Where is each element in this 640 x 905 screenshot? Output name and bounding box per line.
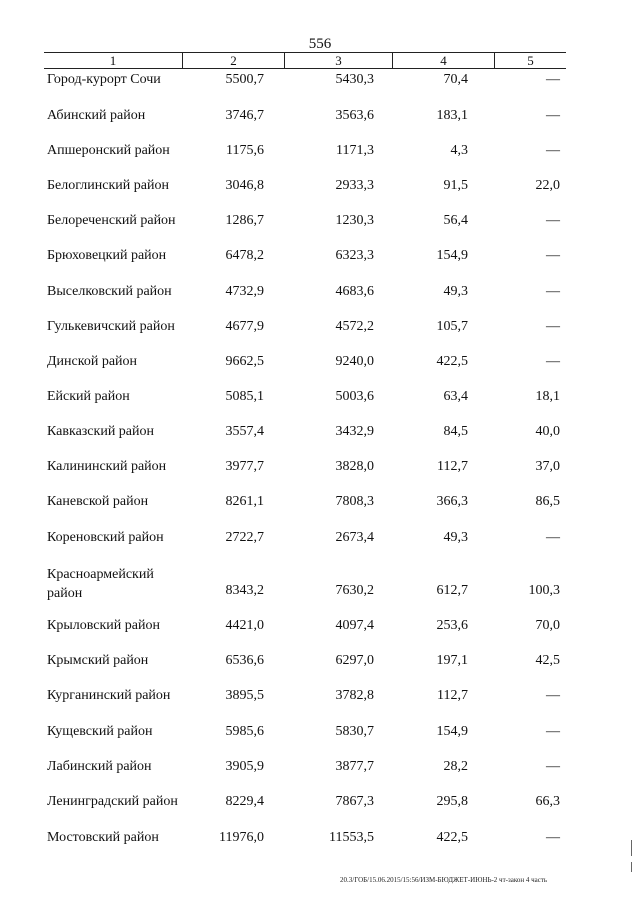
value-col-2: 8261,1 [225,494,264,509]
scan-artifact [631,840,632,856]
value-col-3: 2933,3 [335,178,374,193]
table-row [0,108,640,128]
district-name: Мостовский район [47,830,159,845]
value-col-5: — [546,688,560,703]
district-name: Крыловский район [47,618,160,633]
value-col-5: 66,3 [535,794,560,809]
page-number: 556 [308,36,332,52]
value-col-5: 70,0 [535,618,560,633]
value-col-5: — [546,213,560,228]
value-col-5: — [546,830,560,845]
value-col-3: 11553,5 [329,830,374,845]
value-col-3: 3877,7 [335,759,374,774]
value-col-4: 112,7 [437,459,468,474]
value-col-4: 70,4 [443,72,468,87]
table-row [0,794,640,814]
value-col-5: 18,1 [535,389,560,404]
value-col-2: 3977,7 [225,459,264,474]
district-name: Ейский район [47,389,130,404]
value-col-4: 183,1 [436,108,468,123]
table-row [0,724,640,744]
value-col-4: 28,2 [443,759,468,774]
value-col-2: 11976,0 [219,830,264,845]
value-col-4: 612,7 [436,583,468,598]
table-row [0,653,640,673]
district-name: Выселковский район [47,284,172,299]
value-col-3: 3828,0 [335,459,374,474]
table-row [0,72,640,92]
value-col-5: — [546,354,560,369]
value-col-3: 3782,8 [335,688,374,703]
value-col-5: — [546,284,560,299]
district-name: Город-курорт Сочи [47,72,161,87]
value-col-4: 49,3 [443,530,468,545]
district-name: Лабинский район [47,759,152,774]
value-col-3: 7808,3 [335,494,374,509]
value-col-5: 100,3 [528,583,560,598]
value-col-4: 154,9 [436,724,468,739]
value-col-3: 5830,7 [335,724,374,739]
district-name: Курганинский район [47,688,171,703]
value-col-4: 84,5 [443,424,468,439]
value-col-5: — [546,319,560,334]
value-col-3: 2673,4 [335,530,374,545]
table-row [0,248,640,268]
table-row [0,354,640,374]
district-name: Крымский район [47,653,149,668]
value-col-2: 3905,9 [225,759,264,774]
district-name: Белоглинский район [47,178,169,193]
value-col-4: 112,7 [437,688,468,703]
value-col-4: 295,8 [436,794,468,809]
district-name: Каневской район [47,494,149,509]
value-col-4: 422,5 [436,354,468,369]
value-col-5: — [546,724,560,739]
district-name: Динской район [47,354,138,369]
district-name: Калининский район [47,459,167,474]
value-col-4: 154,9 [436,248,468,263]
value-col-2: 6478,2 [225,248,264,263]
table-row [0,494,640,514]
value-col-2: 5500,7 [225,72,264,87]
table-row [0,284,640,304]
district-name: Абинский район [47,108,146,123]
value-col-3: 5003,6 [335,389,374,404]
column-header-5: 5 [494,53,566,68]
value-col-2: 9662,5 [225,354,264,369]
table-row [0,319,640,339]
value-col-5: 40,0 [535,424,560,439]
value-col-2: 3046,8 [225,178,264,193]
column-header-1: 1 [109,53,117,68]
value-col-3: 4683,6 [335,284,374,299]
value-col-2: 3557,4 [225,424,264,439]
value-col-2: 1286,7 [225,213,264,228]
value-col-3: 4097,4 [335,618,374,633]
value-col-4: 4,3 [450,143,468,158]
value-col-4: 56,4 [443,213,468,228]
value-col-2: 8229,4 [225,794,264,809]
table-row [0,688,640,708]
value-col-3: 5430,3 [335,72,374,87]
value-col-4: 422,5 [436,830,468,845]
value-col-3: 4572,2 [335,319,374,334]
table-row [0,618,640,638]
district-name: Кущевский район [47,724,153,739]
value-col-2: 5085,1 [225,389,264,404]
table-row [0,424,640,444]
value-col-2: 6536,6 [225,653,264,668]
column-header-3: 3 [284,53,392,68]
value-col-2: 4732,9 [225,284,264,299]
value-col-4: 253,6 [436,618,468,633]
value-col-5: — [546,143,560,158]
value-col-4: 197,1 [436,653,468,668]
value-col-4: 49,3 [443,284,468,299]
value-col-2: 3895,5 [225,688,264,703]
table-row [0,213,640,233]
column-header-2: 2 [182,53,284,68]
value-col-5: 22,0 [535,178,560,193]
value-col-2: 4677,9 [225,319,264,334]
district-name: Белореченский район [47,213,176,228]
column-header-4: 4 [392,53,494,68]
value-col-5: 42,5 [535,653,560,668]
table-header [44,52,566,69]
value-col-4: 63,4 [443,389,468,404]
table-row [0,530,640,550]
district-name: Кореновский район [47,530,164,545]
value-col-3: 7867,3 [335,794,374,809]
value-col-4: 105,7 [436,319,468,334]
value-col-4: 91,5 [443,178,468,193]
value-col-3: 1171,3 [336,143,374,158]
value-col-3: 3432,9 [335,424,374,439]
value-col-3: 6323,3 [335,248,374,263]
district-name: Красноармейский район [47,567,154,601]
table-row [0,759,640,779]
value-col-5: — [546,759,560,774]
table-row [0,830,640,850]
district-name: Кавказский район [47,424,155,439]
value-col-3: 9240,0 [335,354,374,369]
table-row [0,389,640,409]
value-col-5: 86,5 [535,494,560,509]
value-col-5: — [546,108,560,123]
scan-artifact [631,862,632,872]
value-col-3: 6297,0 [335,653,374,668]
value-col-5: — [546,248,560,263]
value-col-5: — [546,72,560,87]
table-row [0,459,640,479]
value-col-2: 8343,2 [225,583,264,598]
value-col-2: 3746,7 [225,108,264,123]
value-col-2: 1175,6 [226,143,264,158]
value-col-2: 2722,7 [225,530,264,545]
value-col-5: 37,0 [535,459,560,474]
table-row [0,143,640,163]
district-name: Брюховецкий район [47,248,167,263]
district-name: Гулькевичский район [47,319,175,334]
value-col-3: 1230,3 [335,213,374,228]
value-col-4: 366,3 [436,494,468,509]
district-name: Ленинградский район [47,794,178,809]
value-col-2: 4421,0 [225,618,264,633]
district-name: Апшеронский район [47,143,170,158]
document-footer-code: 20.3/ГОБ/15.06.2015/15:56/ИЗМ-БЮДЖЕТ-ИЮНЬ-2 чт-закон 4 часть [340,876,548,884]
table-row [0,567,640,603]
table-row [0,178,640,198]
value-col-2: 5985,6 [225,724,264,739]
value-col-3: 7630,2 [335,583,374,598]
value-col-3: 3563,6 [335,108,374,123]
value-col-5: — [546,530,560,545]
